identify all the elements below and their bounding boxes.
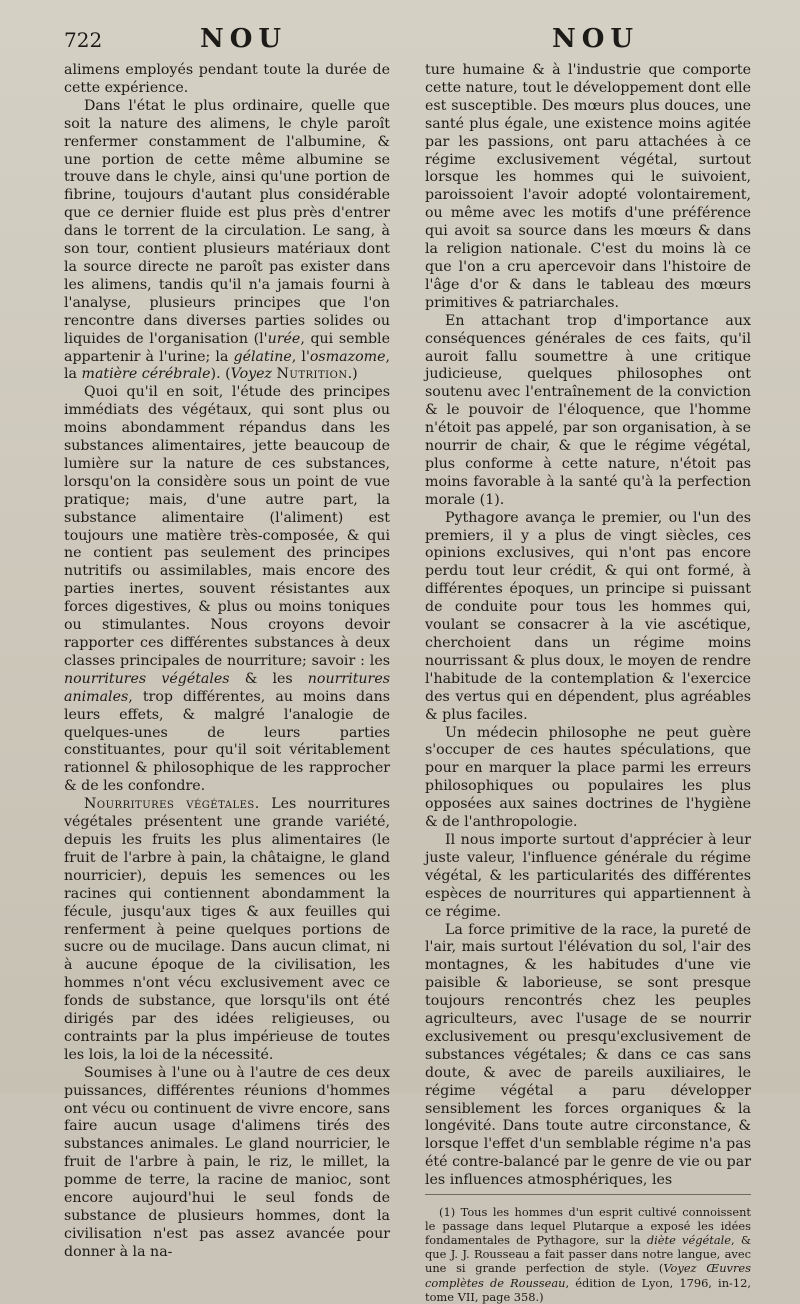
paragraph: Il nous importe surtout d'apprécier à leur juste valeur, l'influence générale du régime végétal, & les particularités des différentes espèces de nourritures qui appartiennent à ce régime. xyxy=(425,831,751,920)
footnote: (1) Tous les hommes d'un esprit cultivé connoissent le passage dans lequel Plutarque a exposé les idées fondamentales de Pythagore, sur la diète végétale, & que J. J. Rousseau a fait passer dans notre langue, avec une si grande perfection de style. (Voyez Œuvres complètes de Rousseau, édition de Lyon, 1796, in-12, tome VII, page 358.) xyxy=(425,1205,751,1304)
paragraph: Dans l'état le plus ordinaire, quelle que soit la nature des alimens, le chyle paroît renfermer constamment de l'albumine, & une portion de cette même albumine se trouve dans le chyle, ainsi qu'une portion de fibrine, toujours d'autant plus considérable que ce dernier fluide est plus près d'entrer dans le torrent de la circulation. Le sang, à son tour, contient plusieurs matériaux dont la source directe ne paroît pas exister dans les alimens, tandis qu'il n'a jamais fourni à l'analyse, plusieurs principes que l'on rencontre dans diverses parties solides ou liquides de l'organisation (l'urée, qui semble appartenir à l'urine; la gélatine, l'osmazome, la matière cérébrale). (Voyez Nutrition.) xyxy=(64,97,390,383)
footnote-divider xyxy=(425,1194,751,1195)
paragraph: alimens employés pendant toute la durée de cette expérience. xyxy=(64,62,390,96)
paragraph: Soumises à l'une ou à l'autre de ces deux puissances, différentes réunions d'hommes ont vécu ou continuent de vivre encore, sans faire aucun usage d'alimens tirés des substances animales. Le gland nourricier, le fruit de l'arbre à pain, le riz, le millet, la pomme de terre, la racine de manioc, sont encore aujourd'hui le seul fonds de substance de plusieurs hommes, dont la civilisation n'est pas assez avancée pour donner à la na- xyxy=(64,1064,390,1260)
headword-left: NOU xyxy=(200,24,288,54)
running-header xyxy=(0,24,800,60)
paragraph: La force primitive de la race, la pureté de l'air, mais surtout l'élévation du sol, l'air des montagnes, & les habitudes d'une vie paisible & laborieuse, se sont presque toujours rencontrés chez les peuples agriculteurs, avec l'usage de se nourrir exclusivement ou presqu'exclusivement de substances végétales; & dans ce cas sans doute, & avec de pareils auxiliaires, le régime végétal a paru développer sensiblement les forces organiques & la longévité. Dans toute autre circonstance, & lorsque l'effet d'un semblable régime n'a pas été contre-balancé par le genre de vie ou par les influences atmosphériques, les xyxy=(425,921,751,1189)
paragraph: ture humaine & à l'industrie que comporte cette nature, tout le développement dont elle est susceptible. Des mœurs plus douces, une santé plus égale, une existence moins agitée par les passions, ont paru attachées à ce régime exclusivement végétal, surtout lorsque les hommes qui le suivoient, paroissoient l'avoir adopté volontairement, ou même avec les motifs d'une préférence qui avoit sa source dans les mœurs & dans la religion nationale. C'est du moins là ce que l'on a cru apercevoir dans l'histoire de l'âge d'or & dans le tableau des mœurs primitives & patriarchales. xyxy=(425,62,751,311)
cross-reference: Nutrition xyxy=(276,366,348,383)
right-column xyxy=(425,62,751,1304)
section-heading: Nourritures végétales. xyxy=(84,796,260,813)
paragraph: Pythagore avança le premier, ou l'un des premiers, il y a plus de vingt siècles, ces opinions exclusives, qui n'ont pas encore perdu tout leur crédit, & qui ont formé, à différentes époques, un principe si puissant de conduite pour tous les hommes qui, voulant se consacrer à la vie ascétique, cherchoient dans un régime moins nourrissant & plus doux, le moyen de rendre l'habitude de la contemplation & l'exercice des vertus qui en dépendent, plus agréables & plus faciles. xyxy=(425,509,751,723)
paragraph: Un médecin philosophe ne peut guère s'occuper de ces hautes spéculations, que pour en marquer la place parmi les erreurs philosophiques ou populaires les plus opposées aux saines doctrines de l'hygiène & de l'anthropologie. xyxy=(425,724,751,831)
paragraph: Quoi qu'il en soit, l'étude des principes immédiats des végétaux, qui sont plus ou moins abondamment répandus dans les substances alimentaires, jette beaucoup de lumière sur la nature de ces substances, lorsqu'on la considère sous un point de vue pratique; mais, d'une autre part, la substance alimentaire (l'aliment) est toujours une matière très-composée, & qui ne contient pas seulement des principes nutritifs ou assimilables, mais encore des parties inertes, souvent résistantes aux forces digestives, & plus ou moins toniques ou stimulantes. Nous croyons devoir rapporter ces différentes substances à deux classes principales de nourriture; savoir : les nourritures végétales & les nourritures animales, trop différentes, au moins dans leurs effets, & malgré l'analogie de quelques-unes de leurs parties constituantes, pour qu'il soit véritablement rationnel & philosophique de les rapprocher & de les confondre. xyxy=(64,384,390,795)
paragraph: En attachant trop d'importance aux conséquences générales de ces faits, qu'il auroit fallu soumettre à une critique judicieuse, quelques philosophes ont soutenu avec l'entraînement de la conviction & le pouvoir de l'éloquence, que l'homme n'étoit pas appelé, par son organisation, à se nourrir de chair, & que le régime végétal, plus conforme à cette nature, n'étoit pas moins favorable à la santé qu'à la perfection morale (1). xyxy=(425,312,751,508)
left-column xyxy=(64,62,390,1262)
headword-right: NOU xyxy=(552,24,640,54)
page-number: 722 xyxy=(64,28,103,52)
section-paragraph: Nourritures végétales. Les nourritures végétales présentent une grande variété, depuis les fruits les plus alimentaires (le fruit de l'arbre à pain, la châtaigne, le gland nourricier), depuis les semences ou les racines qui contiennent abondamment la fécule, jusqu'aux tiges & aux feuilles qui renferment à peine quelques portions de sucre ou de mucilage. Dans aucun climat, ni à aucune époque de la civilisation, les hommes n'ont vécu exclusivement avec ce fonds de substance, que lorsqu'ils ont été dirigés par des idées religieuses, ou contraints par la plus impérieuse de toutes les lois, la loi de la nécessité. xyxy=(64,796,390,1063)
